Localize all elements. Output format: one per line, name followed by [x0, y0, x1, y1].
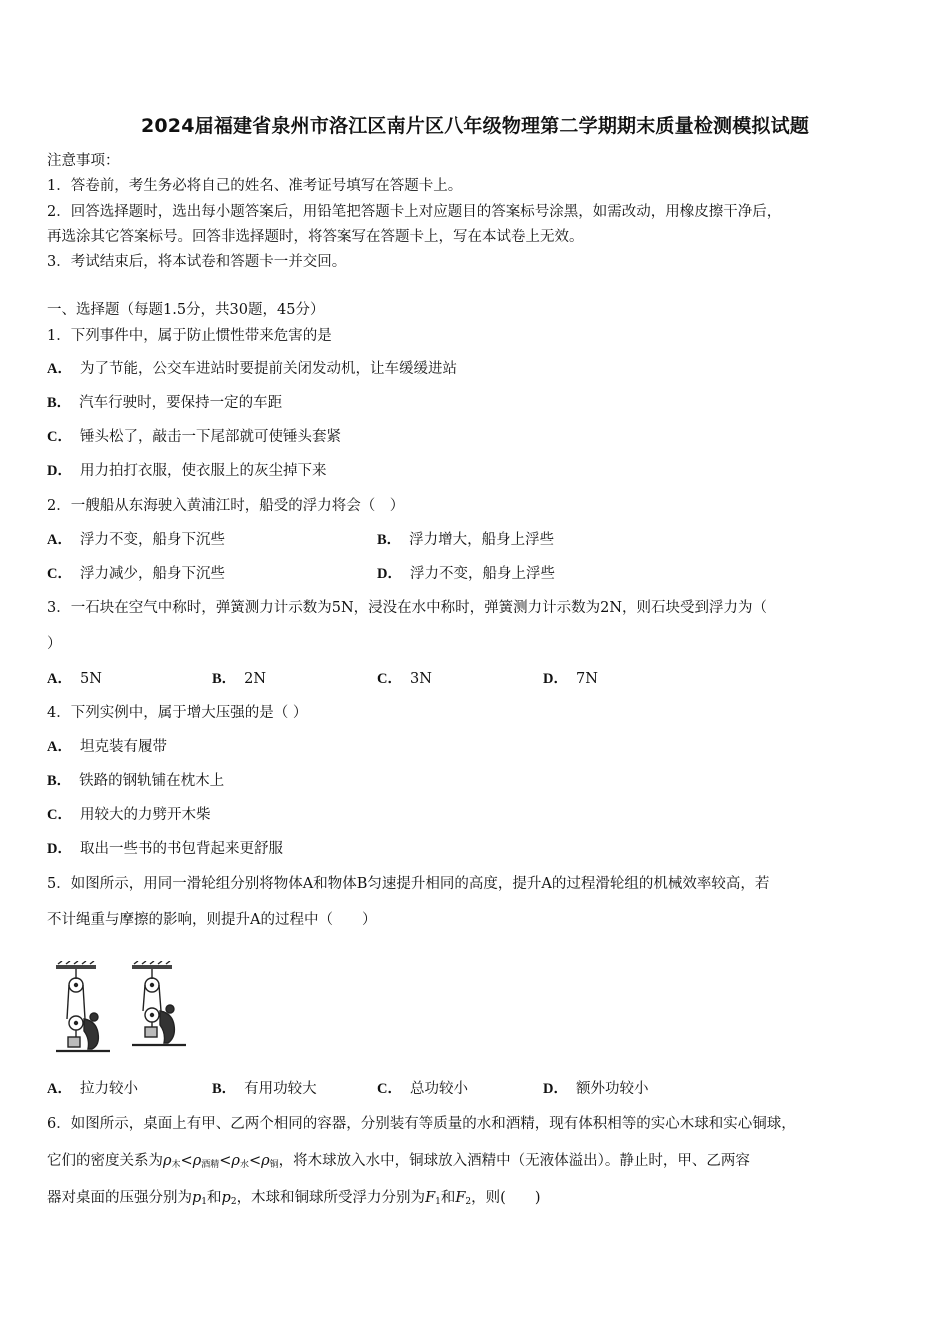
option-letter: B． — [47, 395, 72, 411]
question-6-stem: 6．如图所示，桌面上有甲、乙两个相同的容器，分别装有等质量的水和酒精，现有体积相等的实心木球和实心铜球， — [47, 1116, 796, 1132]
q4-option-b — [47, 771, 224, 791]
option-text: 总功较小 — [409, 1081, 468, 1097]
q3-option-d — [543, 669, 598, 689]
q5-option-b — [212, 1079, 317, 1099]
option-letter: A． — [47, 671, 72, 687]
subscript-copper: 铜 — [269, 1160, 279, 1170]
subscript-2: 2 — [465, 1197, 472, 1207]
f-symbol: F — [455, 1190, 466, 1206]
option-letter: D． — [377, 566, 402, 582]
option-text: 汽车行驶时，要保持一定的车距 — [79, 395, 283, 411]
question-2-stem: 2．一艘船从东海驶入黄浦江时，船受的浮力将会（ ） — [47, 498, 405, 514]
subscript-1: 1 — [201, 1197, 208, 1207]
p-symbol: p — [192, 1190, 202, 1206]
question-5-stem-cont: 不计绳重与摩擦的影响，则提升A的过程中（ ） — [47, 912, 377, 928]
question-6-stem-cont2 — [47, 1188, 540, 1212]
option-letter: C． — [47, 429, 72, 445]
option-letter: B． — [377, 532, 402, 548]
subscript-alcohol: 酒精 — [201, 1160, 220, 1170]
question-5-stem: 5．如图所示，用同一滑轮组分别将物体A和物体B匀速提升相同的高度，提升A的过程滑轮组的机械效率较高，若 — [47, 876, 770, 892]
option-letter: C． — [377, 671, 402, 687]
option-text: 额外功较小 — [575, 1081, 649, 1097]
q6-text: 器对桌面的压强分别为 — [47, 1190, 192, 1206]
option-text: 浮力减少，船身下沉些 — [79, 566, 225, 582]
option-letter: A． — [47, 1081, 72, 1097]
note-item: 再选涂其它答案标号。回答非选择题时，将答案写在答题卡上，写在本试卷上无效。 — [47, 229, 584, 245]
q2-option-c — [47, 564, 225, 584]
option-text: 有用功较大 — [244, 1081, 317, 1097]
rho-symbol: ρ — [192, 1153, 202, 1169]
q2-option-d — [377, 564, 555, 584]
question-4-stem: 4．下列实例中，属于增大压强的是（ ） — [47, 705, 308, 721]
section-heading: 一、选择题（每题1.5分，共30题，45分） — [47, 302, 325, 318]
option-text: 3N — [409, 671, 432, 687]
option-letter: D． — [47, 463, 72, 479]
option-letter: C． — [47, 566, 72, 582]
option-letter: B． — [212, 671, 237, 687]
less-than: < — [248, 1153, 262, 1169]
rho-symbol: ρ — [261, 1153, 270, 1169]
subscript-wood: 木 — [171, 1160, 181, 1170]
q5-option-a — [47, 1079, 138, 1099]
question-3-stem-cont: ） — [47, 636, 62, 652]
pulley-system-a — [56, 961, 110, 1051]
q1-option-a — [47, 359, 457, 379]
option-text: 锤头松了，敲击一下尾部就可使锤头套紧 — [79, 429, 341, 445]
option-text: 7N — [575, 671, 598, 687]
question-1-stem: 1．下列事件中，属于防止惯性带来危害的是 — [47, 328, 332, 344]
q5-option-d — [543, 1079, 648, 1099]
q2-option-b — [377, 530, 554, 550]
q3-option-a — [47, 669, 102, 689]
option-letter: D． — [543, 1081, 568, 1097]
option-letter: B． — [212, 1081, 237, 1097]
option-letter: D． — [47, 841, 72, 857]
option-letter: A． — [47, 361, 72, 377]
option-text: 浮力不变，船身上浮些 — [409, 566, 555, 582]
option-letter: A． — [47, 739, 72, 755]
page-title: 2024届福建省泉州市洛江区南片区八年级物理第二学期期末质量检测模拟试题 — [140, 115, 810, 137]
option-letter: A． — [47, 532, 72, 548]
p-symbol: p — [221, 1190, 231, 1206]
option-text: 2N — [244, 671, 267, 687]
option-letter: D． — [543, 671, 568, 687]
q6-text: 它们的密度关系为 — [47, 1153, 163, 1169]
q2-option-a — [47, 530, 225, 550]
question-6-stem-cont — [47, 1151, 750, 1175]
pulley-figure — [54, 961, 194, 1057]
q6-text: ，则( ) — [471, 1190, 541, 1206]
and-word: 和 — [207, 1190, 222, 1206]
option-text: 取出一些书的书包背起来更舒服 — [79, 841, 283, 857]
q4-option-a — [47, 737, 167, 757]
less-than: < — [219, 1153, 232, 1169]
rho-symbol: ρ — [163, 1153, 172, 1169]
option-text: 浮力增大，船身上浮些 — [409, 532, 555, 548]
f-symbol: F — [425, 1190, 436, 1206]
question-3-stem: 3．一石块在空气中称时，弹簧测力计示数为5N，浸没在水中称时，弹簧测力计示数为2N，则石块受到浮力为（ — [47, 600, 768, 616]
less-than: < — [180, 1153, 193, 1169]
notes-heading: 注意事项： — [47, 153, 120, 169]
q3-option-c — [377, 669, 432, 689]
subscript-2: 2 — [230, 1197, 237, 1207]
option-text: 为了节能，公交车进站时要提前关闭发动机，让车缓缓进站 — [79, 361, 457, 377]
note-item: 3．考试结束后，将本试卷和答题卡一并交回。 — [47, 254, 347, 270]
option-text: 浮力不变，船身下沉些 — [79, 532, 225, 548]
q6-text: ，将木球放入水中，铜球放入酒精中（无液体溢出）。静止时，甲、乙两容 — [278, 1153, 750, 1169]
option-text: 用较大的力劈开木柴 — [79, 807, 211, 823]
q6-text: ，木球和铜球所受浮力分别为 — [236, 1190, 426, 1206]
q3-option-b — [212, 669, 266, 689]
q1-option-d — [47, 461, 326, 481]
option-letter: C． — [377, 1081, 402, 1097]
option-text: 5N — [79, 671, 102, 687]
q1-option-c — [47, 427, 341, 447]
note-item: 1．答卷前，考生务必将自己的姓名、准考证号填写在答题卡上。 — [47, 178, 463, 194]
q1-option-b — [47, 393, 282, 413]
option-letter: B． — [47, 773, 72, 789]
subscript-water: 水 — [239, 1160, 249, 1170]
subscript-1: 1 — [435, 1197, 441, 1207]
option-text: 拉力较小 — [79, 1081, 138, 1097]
and-word: 和 — [440, 1190, 456, 1206]
option-letter: C． — [47, 807, 72, 823]
pulley-system-b — [132, 961, 186, 1045]
q4-option-c — [47, 805, 210, 825]
q4-option-d — [47, 839, 283, 859]
note-item: 2．回答选择题时，选出每小题答案后，用铅笔把答题卡上对应题目的答案标号涂黑，如需改动，用橡皮擦干净后， — [47, 204, 782, 220]
q5-option-c — [377, 1079, 468, 1099]
option-text: 铁路的钢轨铺在枕木上 — [79, 773, 225, 789]
rho-symbol: ρ — [231, 1153, 240, 1169]
option-text: 用力拍打衣服，使衣服上的灰尘掉下来 — [79, 463, 327, 479]
option-text: 坦克装有履带 — [79, 739, 167, 755]
